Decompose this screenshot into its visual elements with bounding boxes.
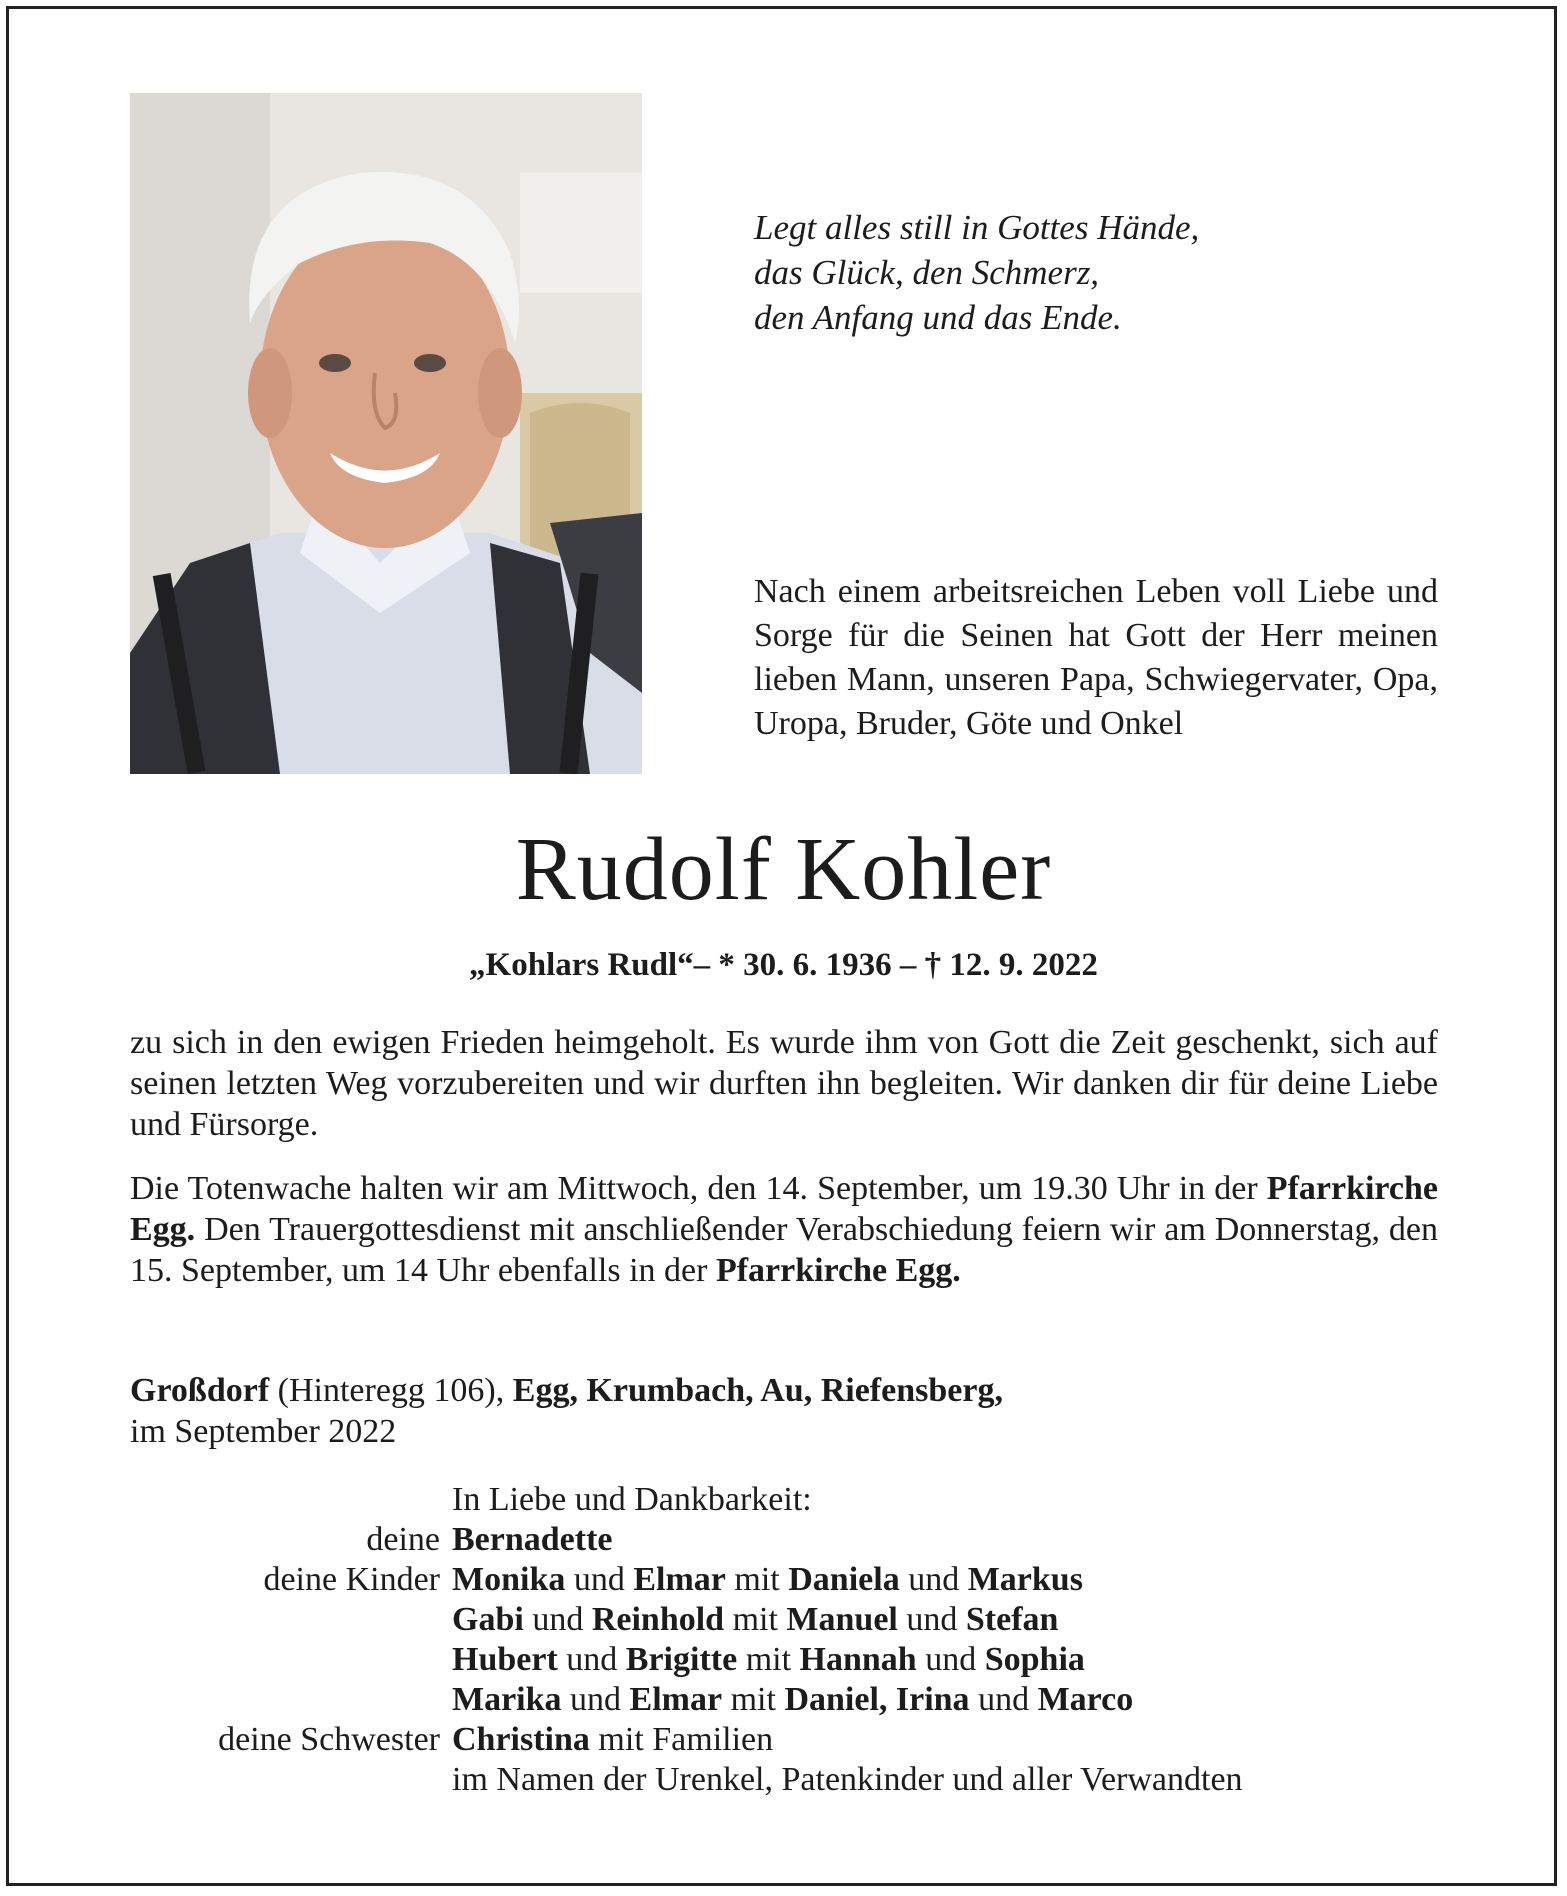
- motto-verse: [754, 205, 1454, 340]
- mourner-label: deine Schwester: [218, 1721, 440, 1758]
- mourner-label: [130, 1640, 452, 1680]
- motto-line: den Anfang und das Ende.: [754, 298, 1122, 337]
- signoff-heading: In Liebe und Dankbarkeit:: [452, 1481, 812, 1518]
- connector: und: [899, 1561, 968, 1598]
- mourner-name: Monika: [452, 1561, 566, 1598]
- place-line: [130, 1370, 1438, 1411]
- mourner-label: deine Kinder: [263, 1561, 440, 1598]
- sister-name: Christina: [452, 1721, 590, 1758]
- mourner-name: Daniela: [788, 1561, 900, 1598]
- mourner-label: [130, 1680, 452, 1720]
- mourner-names: [452, 1720, 1450, 1760]
- signoff-heading-row: [130, 1480, 1450, 1520]
- mourner-names: [452, 1520, 1450, 1560]
- mourner-name: Manuel: [786, 1601, 898, 1638]
- mourner-label: deine: [366, 1521, 440, 1558]
- mourner-name: Marco: [1037, 1681, 1134, 1718]
- mourner-row: [130, 1520, 1450, 1560]
- connector: und: [969, 1681, 1038, 1718]
- mourner-name: Gabi: [452, 1601, 524, 1638]
- motto-line: Legt alles still in Gottes Hände,: [754, 208, 1200, 247]
- mourner-name: Elmar: [629, 1681, 723, 1718]
- place-address: (Hinteregg 106),: [269, 1372, 513, 1409]
- connector: und: [916, 1641, 985, 1678]
- paragraph-services: [130, 1168, 1438, 1291]
- mourner-row: [130, 1720, 1450, 1760]
- place-and-date: [130, 1370, 1438, 1452]
- mourner-row: [130, 1600, 1450, 1640]
- portrait-photo: [130, 93, 642, 774]
- wife-name: Bernadette: [452, 1521, 613, 1558]
- church-name: Pfarrkirche Egg.: [130, 1170, 1438, 1248]
- connector: mit: [725, 1561, 789, 1598]
- mourner-name: Hannah: [799, 1641, 917, 1678]
- connector: mit Familien: [589, 1721, 774, 1758]
- mourner-name: Brigitte: [625, 1641, 738, 1678]
- mourner-name: Elmar: [633, 1561, 726, 1598]
- mourner-row: [130, 1560, 1450, 1600]
- motto-line: das Glück, den Schmerz,: [754, 253, 1100, 292]
- mourner-names: [452, 1640, 1450, 1680]
- closing-text: im Namen der Urenkel, Patenkinder und aller Verwandten: [452, 1761, 1243, 1798]
- mourner-name: Reinhold: [591, 1601, 725, 1638]
- signoff-block: [130, 1480, 1450, 1800]
- mourner-name: Stefan: [965, 1601, 1059, 1638]
- connector: mit: [724, 1601, 787, 1638]
- mourner-name: Marika: [452, 1681, 562, 1718]
- mourner-row: [130, 1680, 1450, 1720]
- mourner-name: Sophia: [984, 1641, 1085, 1678]
- mourner-label: [130, 1600, 452, 1640]
- paragraph-passing: zu sich in den ewigen Frieden heimgeholt. Es wurde ihm von Gott die Zeit geschenkt, sich auf seinen letzten Weg vorzubereiten und wir durften ihn begleiten. Wir danken dir für deine Liebe und Fürsorge.: [130, 1024, 1438, 1143]
- mourner-name: Daniel, Irina: [784, 1681, 970, 1718]
- connector: und: [561, 1681, 630, 1718]
- nickname-and-dates: „Kohlars Rudl“– * 30. 6. 1936 – † 12. 9. 2022: [469, 947, 1098, 983]
- mourner-name: Markus: [967, 1561, 1083, 1598]
- mourner-names: [452, 1560, 1450, 1600]
- deceased-name: Rudolf Kohler: [515, 820, 1052, 919]
- connector: mit: [737, 1641, 800, 1678]
- place-town: Großdorf: [130, 1372, 270, 1409]
- closing-row: [130, 1760, 1450, 1800]
- connector: mit: [722, 1681, 785, 1718]
- place-others: Egg, Krumbach, Au, Riefensberg,: [512, 1372, 1003, 1409]
- connector: und: [897, 1601, 966, 1638]
- mourner-names: [452, 1680, 1450, 1720]
- services-text: Den Trauergottesdienst mit anschließender Verabschiedung feiern wir am Donnerstag, den 15. September, um 14 Uhr ebenfalls in der: [130, 1211, 1438, 1289]
- date-line: im September 2022: [130, 1413, 397, 1450]
- connector: und: [523, 1601, 592, 1638]
- connector: und: [565, 1561, 634, 1598]
- church-name: Pfarrkirche Egg.: [715, 1252, 961, 1289]
- mourner-names: [452, 1600, 1450, 1640]
- mourner-row: [130, 1640, 1450, 1680]
- intro-text: Nach einem arbeitsreichen Leben voll Liebe und Sorge für die Seinen hat Gott der Herr meinen lieben Mann, unseren Papa, Schwiegervater, Opa, Uropa, Bruder, Göte und Onkel: [754, 573, 1438, 742]
- mourner-name: Hubert: [452, 1641, 558, 1678]
- services-text: Die Totenwache halten wir am Mittwoch, den 14. September, um 19.30 Uhr in der: [130, 1170, 1267, 1207]
- signoff-label: [130, 1480, 452, 1520]
- connector: und: [557, 1641, 626, 1678]
- closing-label: [130, 1760, 452, 1800]
